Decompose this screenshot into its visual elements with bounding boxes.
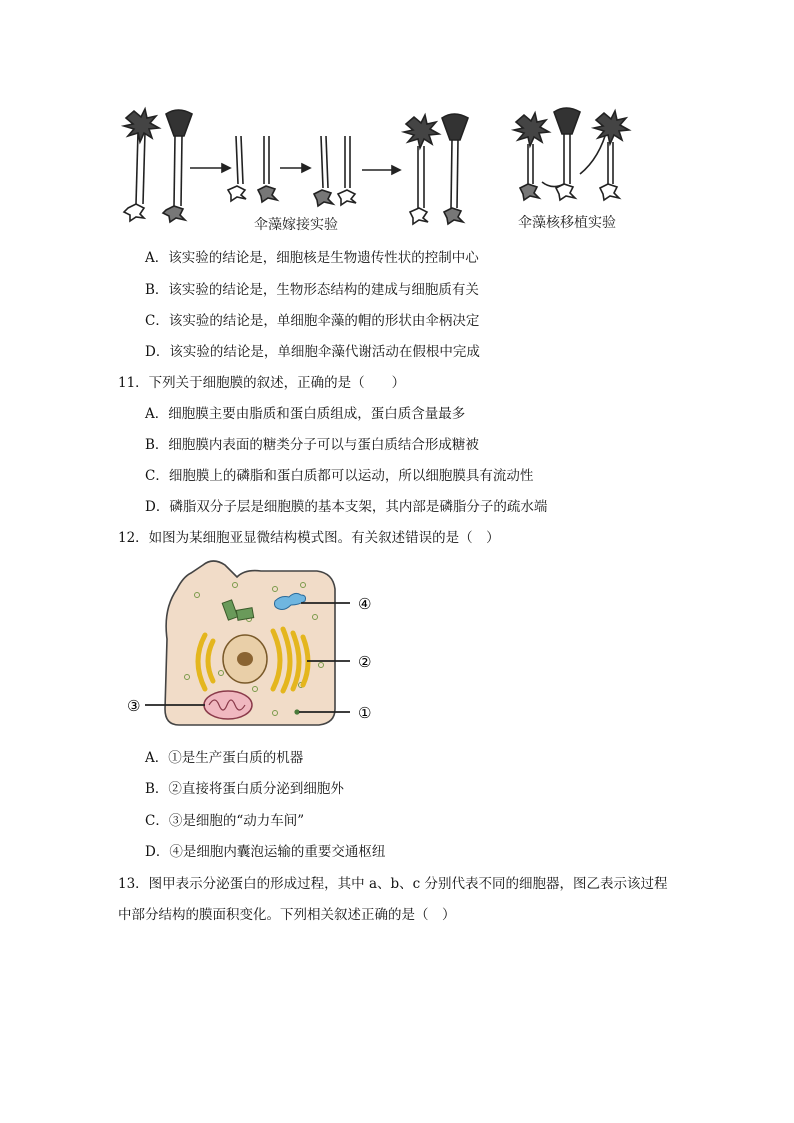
q12-stem: 12．如图为某细胞亚显微结构模式图。有关叙述错误的是（ ） [118,530,500,546]
algae-plant [404,114,468,224]
q10-option-c: C．该实验的结论是，单细胞伞藻的帽的形状由伞柄决定 [145,313,480,329]
figure-caption-grafting: 伞藻嫁接实验 [254,217,338,233]
q12-option-d: D．④是细胞内囊泡运输的重要交通枢纽 [145,844,386,860]
q11-option-b: B．细胞膜内表面的糖类分子可以与蛋白质结合形成糖被 [145,437,479,453]
ribosome [294,709,299,714]
label-3: ③ [127,697,141,715]
q11-option-c: C．细胞膜上的磷脂和蛋白质都可以运动，所以细胞膜具有流动性 [145,468,534,484]
q11-option-d: D．磷脂双分子层是细胞膜的基本支架，其内部是磷脂分子的疏水端 [145,499,548,515]
figure-caption-nuclear-transplant: 伞藻核移植实验 [518,215,616,231]
q13-stem-line1: 13．图甲表示分泌蛋白的形成过程，其中 a、b、c 分别代表不同的细胞器，图乙表示该过程 [118,876,668,892]
q10-option-d: D．该实验的结论是，单细胞伞藻代谢活动在假根中完成 [145,344,480,360]
algae-plant [514,108,629,200]
algae-plant [228,136,277,202]
label-4: ④ [358,595,372,613]
q11-option-a: A．细胞膜主要由脂质和蛋白质组成，蛋白质含量最多 [145,406,466,422]
algae-plant [314,136,356,206]
label-2: ② [358,653,372,671]
q12-option-c: C．③是细胞的“动力车间” [145,813,305,829]
algae-plant [163,110,192,222]
cell-structure-diagram [125,555,385,735]
q13-stem-line2: 中部分结构的膜面积变化。下列相关叙述正确的是（ ） [118,907,456,923]
q11-stem: 11．下列关于细胞膜的叙述，正确的是（ ） [118,375,406,391]
q12-option-b: B．②直接将蛋白质分泌到细胞外 [145,781,344,797]
q12-option-a: A．①是生产蛋白质的机器 [145,750,304,766]
algae-plant [124,109,159,221]
q10-option-a: A．该实验的结论是，细胞核是生物遗传性状的控制中心 [145,250,479,266]
q10-option-b: B．该实验的结论是，生物形态结构的建成与细胞质有关 [145,282,479,298]
label-1: ① [358,704,372,722]
